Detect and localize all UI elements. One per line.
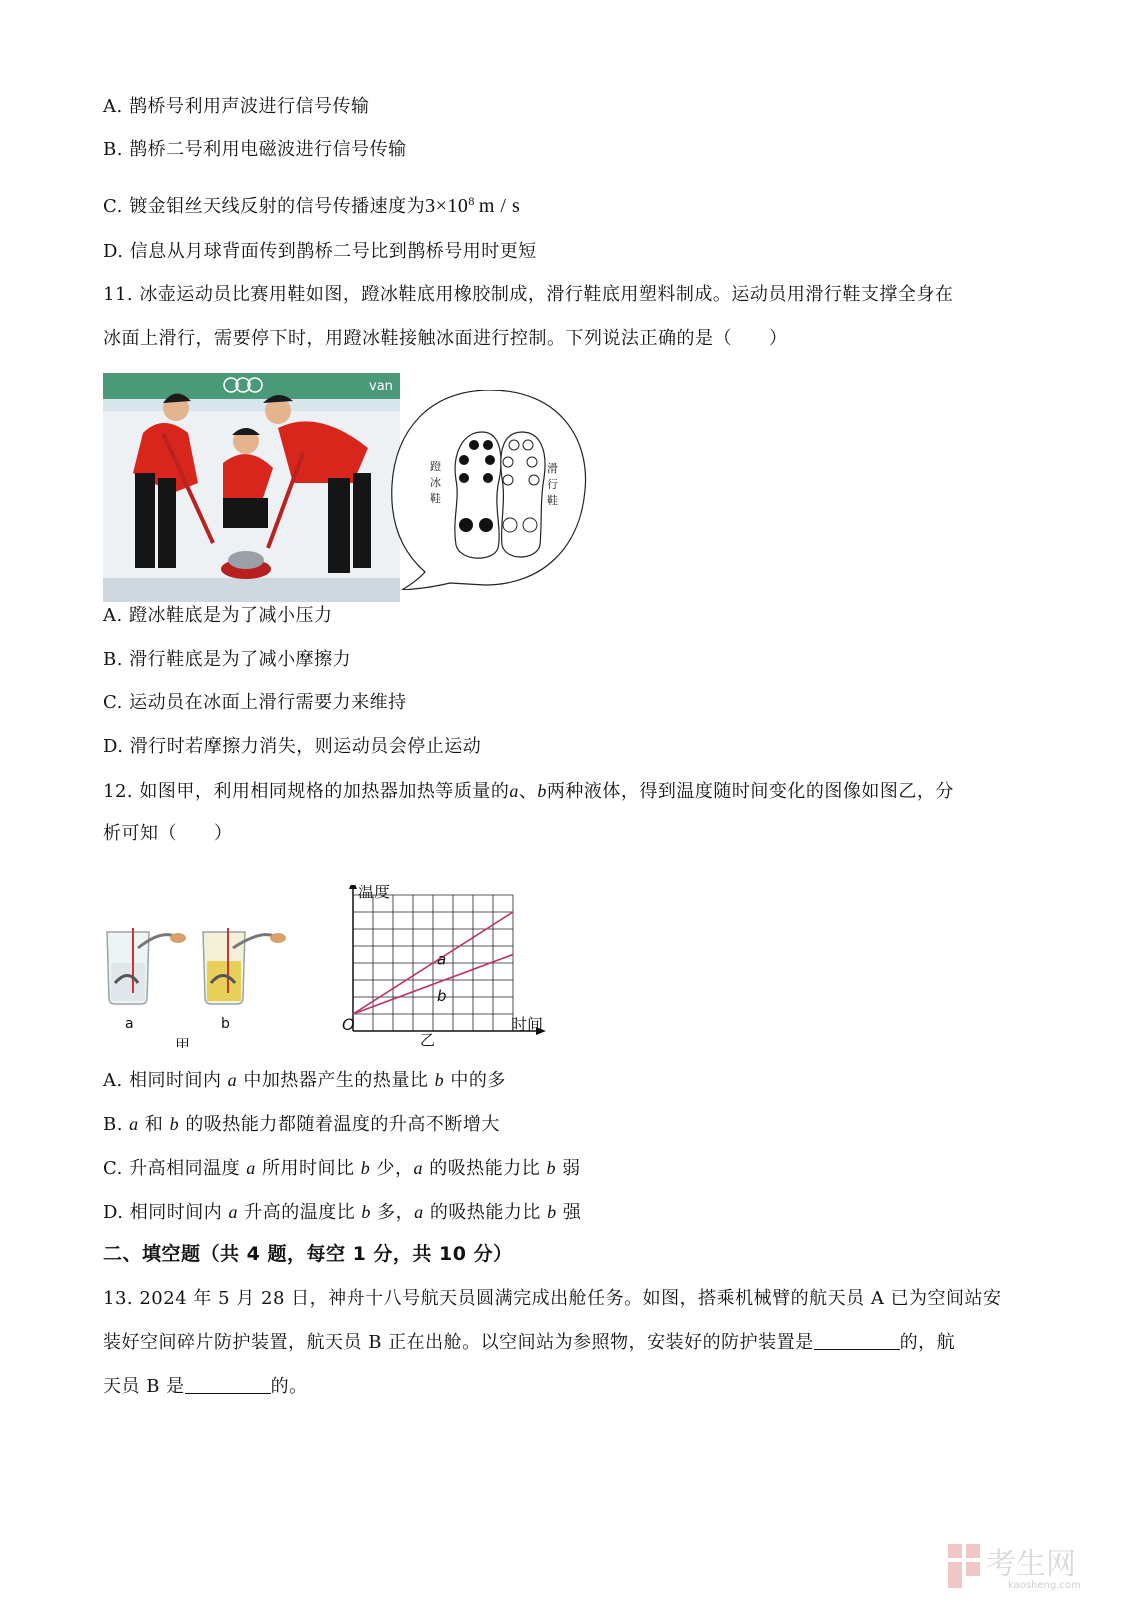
q12-option-b: [103, 1112, 500, 1137]
q12-var-b: b: [537, 781, 547, 801]
q12-c-var-a: a: [246, 1158, 256, 1178]
watermark-text: 考生网: [986, 1547, 1076, 1582]
q12-d-var-b2: b: [547, 1202, 557, 1222]
q12-d-text-3: 多，: [370, 1202, 415, 1223]
series-label-b: b: [437, 986, 447, 1005]
q10-option-c-unit: m / s: [478, 195, 521, 217]
q12-d-text-1: D. 相同时间内: [103, 1202, 229, 1223]
q12-b-text-3: 的吸热能力都随着温度的升高不断增大: [179, 1114, 500, 1135]
q12-stem-text-1: 12. 如图甲，利用相同规格的加热器加热等质量的: [103, 781, 510, 802]
y-axis-arrow: [349, 885, 357, 889]
photo-banner-text: van: [369, 379, 393, 394]
q12-c-text-2: 所用时间比: [255, 1158, 361, 1179]
q12-c-text-3: 少，: [370, 1158, 414, 1179]
q12-a-text-3: 中的多: [444, 1070, 506, 1091]
q10-option-b: B. 鹊桥二号利用电磁波进行信号传输: [103, 139, 407, 160]
chart-axes: [349, 885, 546, 1035]
q11-option-d: D. 滑行时若摩擦力消失，则运动员会停止运动: [103, 736, 482, 757]
x-axis-label: 时间: [511, 1015, 544, 1034]
q12-option-d: [103, 1200, 581, 1225]
answer-blank-1[interactable]: [814, 1331, 900, 1350]
q12-d-text-4: 的吸热能力比: [423, 1202, 548, 1223]
series-label-a: a: [437, 950, 447, 969]
q12-var-a: a: [509, 781, 519, 801]
q13-line1: 13. 2024 年 5 月 28 日，神舟十八号航天员圆满完成出舱任务。如图，搭乘机械臂的航天员 A 已为空间站安: [103, 1288, 1002, 1309]
q13-line2: [103, 1331, 955, 1355]
q13-line3: [103, 1375, 308, 1399]
section2-heading: 二、填空题（共 4 题，每空 1 分，共 10 分）: [103, 1243, 513, 1265]
left-shoe-label-2: 冰: [430, 476, 441, 489]
fig-left-caption: 甲: [175, 1036, 191, 1048]
temperature-time-chart: [330, 885, 560, 1054]
q12-b-var-a: a: [129, 1114, 139, 1134]
q12-d-var-a2: a: [414, 1202, 424, 1222]
q13-line3-text-2: 的。: [270, 1376, 308, 1397]
q11-stem-line2: 冰面上滑行，需要停下时，用蹬冰鞋接触冰面进行控制。下列说法正确的是（ ）: [103, 328, 788, 349]
q10-option-a: A. 鹊桥号利用声波进行信号传输: [103, 96, 370, 117]
q12-a-text-2: 中加热器产生的热量比: [237, 1070, 435, 1091]
q10-option-c-math: 3×10: [425, 195, 469, 217]
left-shoe-label-1: 蹬: [430, 460, 441, 473]
q12-sep: 、: [518, 781, 538, 802]
right-shoe-label-1: 滑: [547, 462, 558, 475]
q12-a-var-a: a: [227, 1070, 238, 1090]
q10-option-c-exp: 8: [468, 194, 475, 208]
q12-c-var-b: b: [360, 1158, 371, 1178]
q12-c-text-4: 的吸热能力比: [422, 1158, 547, 1179]
q11-option-b: B. 滑行鞋底是为了减小摩擦力: [103, 649, 352, 670]
fig-right-caption: 乙: [420, 1031, 436, 1049]
q13-line2-text-1: 装好空间碎片防护装置，航天员 B 正在出舱。以空间站为参照物，安装好的防护装置是: [103, 1332, 814, 1353]
q12-b-text-2: 和: [138, 1114, 170, 1135]
left-shoe-label-3: 鞋: [430, 492, 441, 505]
q12-c-var-b2: b: [546, 1158, 556, 1178]
q12-d-text-2: 升高的温度比: [237, 1202, 362, 1223]
q12-a-text-1: A. 相同时间内: [103, 1070, 228, 1091]
q11-stem-line1: 11. 冰壶运动员比赛用鞋如图，蹬冰鞋底用橡胶制成，滑行鞋底用塑料制成。运动员用滑行鞋支撑全身在: [103, 284, 954, 305]
q13-line2-text-2: 的，航: [899, 1332, 956, 1353]
y-axis-label: 温度: [358, 885, 391, 901]
curling-photo: [103, 373, 400, 602]
answer-blank-2[interactable]: [185, 1375, 271, 1394]
watermark-sub: kaosheng.com: [1008, 1580, 1081, 1591]
beaker-b-label: b: [221, 1016, 230, 1032]
q12-a-var-b: b: [434, 1070, 445, 1090]
origin-label: O: [342, 1015, 355, 1034]
q10-option-c: [103, 189, 520, 219]
q12-d-var-b: b: [361, 1202, 371, 1222]
right-shoe-label-3: 鞋: [547, 494, 558, 507]
q12-stem-text-2: 两种液体，得到温度随时间变化的图像如图乙，分: [546, 781, 954, 802]
q13-line3-text-1: 天员 B 是: [103, 1376, 185, 1397]
q12-c-var-a2: a: [413, 1158, 423, 1178]
q12-c-text-5: 弱: [555, 1158, 581, 1179]
beaker-figure: [103, 928, 313, 1052]
q12-d-text-5: 强: [556, 1202, 582, 1223]
q11-option-a: A. 蹬冰鞋底是为了减小压力: [103, 605, 333, 626]
q11-option-c: C. 运动员在冰面上滑行需要力来维持: [103, 692, 407, 713]
q12-stem-line1: [103, 779, 954, 804]
q12-stem-line2: 析可知（ ）: [103, 823, 233, 844]
q12-c-text-1: C. 升高相同温度: [103, 1158, 247, 1179]
right-shoe-label-2: 行: [547, 478, 558, 491]
shoe-sole-diagram: [390, 390, 590, 594]
watermark-logo: [948, 1542, 1108, 1598]
q12-b-text-1: B.: [103, 1114, 130, 1135]
beaker-a-label: a: [125, 1016, 134, 1032]
q10-option-c-text: C. 镀金钼丝天线反射的信号传播速度为: [103, 196, 426, 217]
q12-option-c: [103, 1156, 581, 1181]
q10-option-d: D. 信息从月球背面传到鹊桥二号比到鹊桥号用时更短: [103, 241, 537, 262]
q12-b-var-b: b: [169, 1114, 180, 1134]
q12-option-a: [103, 1068, 506, 1093]
q12-d-var-a: a: [228, 1202, 238, 1222]
